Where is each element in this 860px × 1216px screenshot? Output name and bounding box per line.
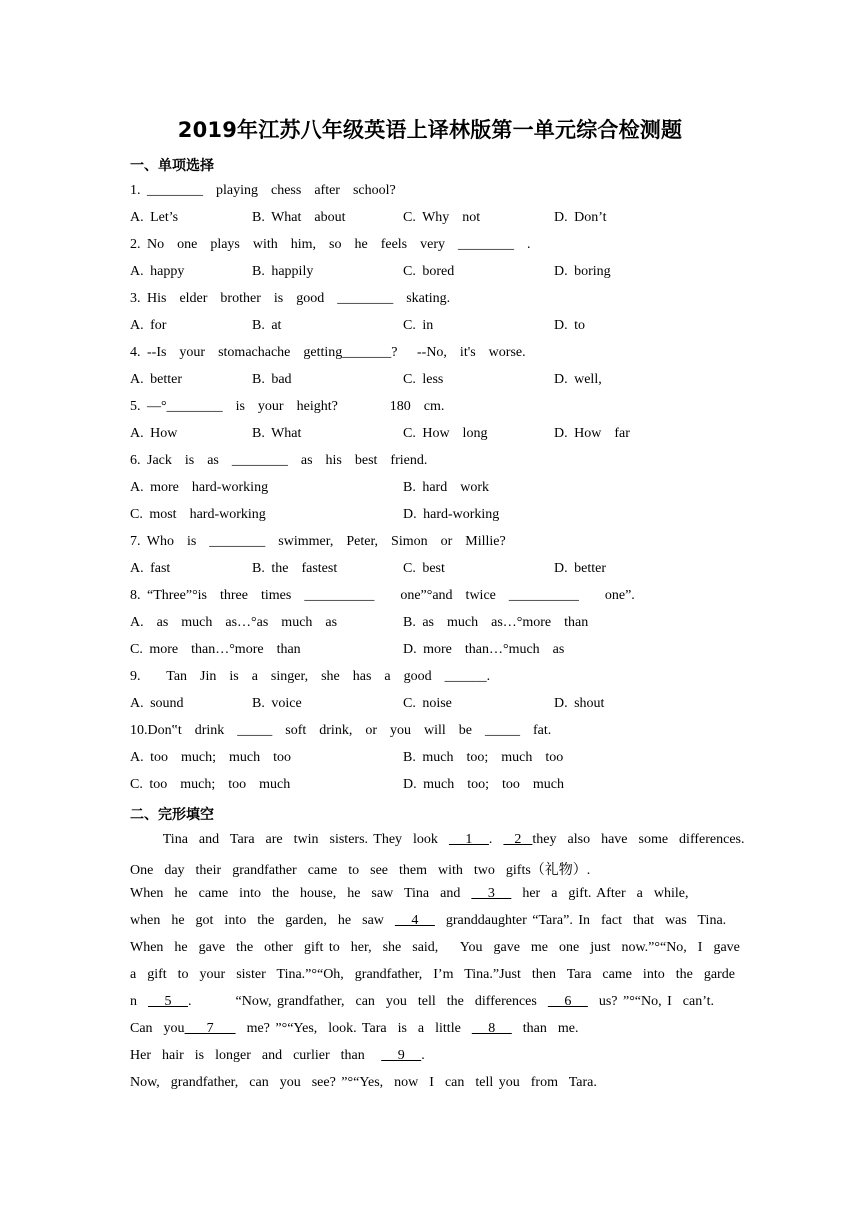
blank-4: 4 [394,913,435,928]
passage-line-5: When he gave the other gift to her, she said, You gave me one just now.”°“No, I gave [130,940,740,955]
option-7a: A. fast [130,561,171,576]
question-1: 1. ________ playing chess after school? [130,183,396,198]
blank-7: 7 [184,1021,236,1036]
question-7: 7. Who is ________ swimmer, Peter, Simon or Millie? [130,534,506,549]
option-6b: B. hard work [403,480,489,495]
option-10b: B. much too; much too [403,750,564,765]
question-6: 6. Jack is as ________ as his best friend. [130,453,428,468]
option-8a: A. as much as…°as much as [130,615,338,630]
option-10a: A. too much; much too [130,750,291,765]
passage-line-2: One day their grandfather came to see them with two gifts（礼物）. [130,863,591,878]
question-4: 4. --Is your stomachache getting_______? --No, it's worse. [130,345,526,360]
blank-1: 1 [448,832,489,847]
question-5: 5. —°________ is your height? 180 cm. [130,399,445,414]
option-5a: A. How [130,426,178,441]
option-6d: D. hard-working [403,507,500,522]
blank-8: 8 [471,1021,512,1036]
passage-line-8: Can you 7 me? ”°“Yes, look. Tara is a little 8 than me. [130,1021,579,1036]
section-heading-cloze: 二、完形填空 [130,807,214,823]
option-8c: C. more than…°more than [130,642,301,657]
option-9d: D. shout [554,696,605,711]
option-2c: C. bored [403,264,455,279]
blank-9: 9 [381,1048,422,1063]
blank-2: 2 [503,832,533,847]
blank-6: 6 [547,994,588,1009]
option-4d: D. well, [554,372,602,387]
option-3c: C. in [403,318,434,333]
question-3: 3. His elder brother is good ________ skating. [130,291,451,306]
option-8b: B. as much as…°more than [403,615,589,630]
passage-line-10: Now, grandfather, can you see? ”°“Yes, now I can tell you from Tara. [130,1075,597,1090]
option-3b: B. at [252,318,282,333]
option-4c: C. less [403,372,444,387]
page-title: 2019年江苏八年级英语上译林版第一单元综合检测题 [177,118,683,142]
passage-line-3: When he came into the house, he saw Tina and 3 her a gift. After a while, [130,886,689,901]
option-3d: D. to [554,318,585,333]
question-9: 9. Tan Jin is a singer, she has a good ______. [130,669,491,684]
passage-line-6: a gift to your sister Tina.”°“Oh, grandfather, I’m Tina.”Just then Tara came into the garde [130,967,735,982]
option-1c: C. Why not [403,210,481,225]
option-3a: A. for [130,318,167,333]
option-7c: C. best [403,561,445,576]
option-1b: B. What about [252,210,346,225]
option-2b: B. happily [252,264,314,279]
blank-5: 5 [148,994,188,1009]
passage-line-7: n 5 . “Now, grandfather, can you tell the differences 6 us? ”°“No, I can’t. [130,994,715,1009]
option-8d: D. more than…°much as [403,642,565,657]
option-9b: B. voice [252,696,302,711]
passage-line-1: Tina and Tara are twin sisters. They look 1 . 2 they also have some differences. [130,832,745,847]
option-9a: A. sound [130,696,184,711]
option-2a: A. happy [130,264,185,279]
option-10c: C. too much; too much [130,777,291,792]
option-5d: D. How far [554,426,630,441]
option-6a: A. more hard-working [130,480,269,495]
option-9c: C. noise [403,696,452,711]
section-heading-single-choice: 一、单项选择 [130,158,214,174]
option-6c: C. most hard-working [130,507,266,522]
option-1a: A. Let’s [130,210,179,225]
passage-line-9: Her hair is longer and curlier than 9 . [130,1048,425,1063]
question-8: 8. “Three”°is three times __________ one”°and twice __________ one”. [130,588,635,603]
blank-3: 3 [471,886,512,901]
option-7d: D. better [554,561,606,576]
option-7b: B. the fastest [252,561,338,576]
option-4a: A. better [130,372,182,387]
option-10d: D. much too; too much [403,777,564,792]
option-4b: B. bad [252,372,292,387]
option-5c: C. How long [403,426,488,441]
option-5b: B. What [252,426,302,441]
question-2: 2. No one plays with him, so he feels very ________ . [130,237,531,252]
passage-line-4: when he got into the garden, he saw 4 granddaughter “Tara”. In fact that was Tina. [130,913,727,928]
option-2d: D. boring [554,264,611,279]
option-1d: D. Don’t [554,210,607,225]
question-10: 10.Don‟t drink _____ soft drink, or you will be _____ fat. [130,723,552,738]
